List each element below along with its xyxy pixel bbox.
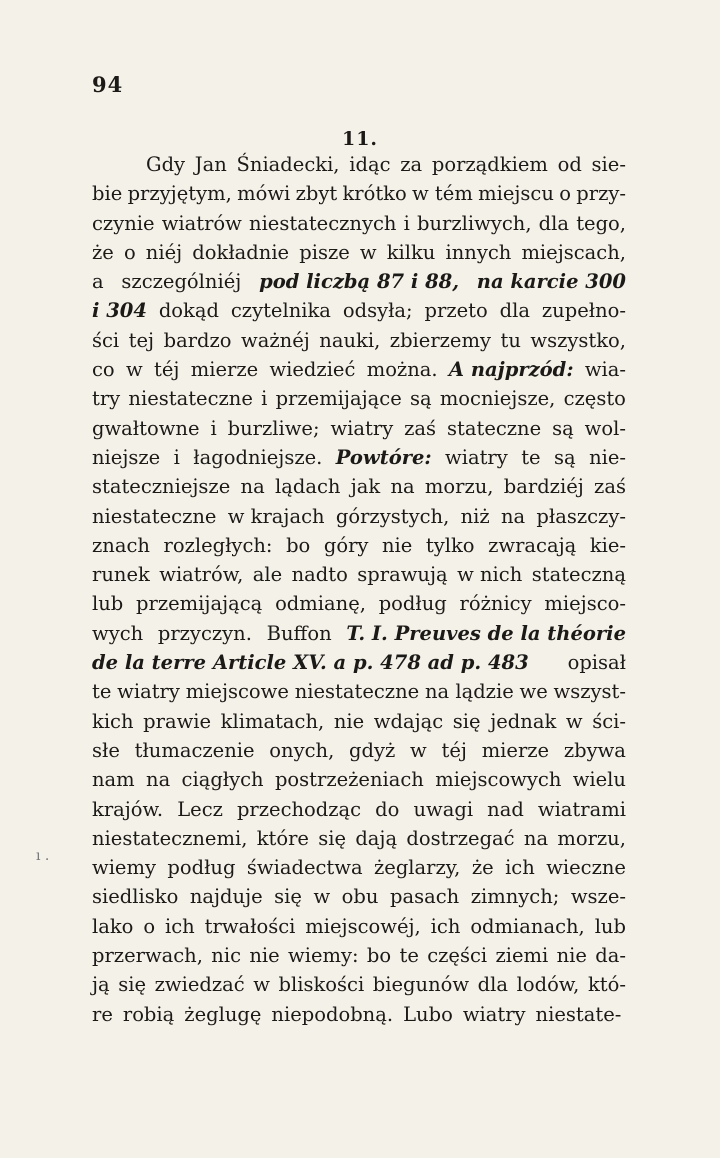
- word: siedlisko: [92, 885, 179, 909]
- word: we: [519, 680, 548, 704]
- word: pisze: [299, 240, 350, 264]
- word: zwiedzać: [154, 973, 245, 997]
- word: da-: [595, 944, 626, 968]
- word: T. I. Preuves de la théorie: [346, 621, 626, 645]
- word: które: [256, 826, 309, 850]
- word: wielu: [572, 768, 626, 792]
- word: te: [92, 680, 112, 704]
- word: że: [471, 856, 494, 880]
- word: téj: [154, 358, 180, 382]
- word: kilku: [386, 240, 436, 264]
- word: podług: [378, 592, 447, 616]
- word: bardzo: [163, 328, 232, 352]
- word: idąc: [349, 153, 391, 176]
- word: można.: [366, 358, 438, 382]
- word: w: [410, 738, 427, 762]
- word: tego,: [576, 211, 626, 235]
- word: wiatrów: [161, 211, 242, 235]
- word: dla: [477, 973, 509, 997]
- word: i 304: [92, 299, 147, 323]
- word: re: [92, 1002, 113, 1026]
- text-line: [92, 179, 626, 208]
- word: przyjętym,: [127, 182, 232, 206]
- word: nam: [92, 768, 135, 792]
- word: się: [318, 826, 347, 850]
- word: przeto: [424, 299, 488, 323]
- text-line: [92, 560, 626, 589]
- text-line: [92, 941, 626, 970]
- word: gwałtowne: [92, 416, 200, 440]
- word: Lecz: [177, 797, 223, 821]
- word: odmianach,: [470, 914, 585, 938]
- word: kich: [92, 709, 134, 733]
- word: morzu,: [557, 826, 626, 850]
- text-line: [92, 384, 626, 413]
- word: porządkiem: [431, 153, 548, 176]
- word: są: [552, 416, 574, 440]
- word: ważnéj: [241, 328, 310, 352]
- word: nie: [249, 944, 280, 968]
- word: wsze-: [570, 885, 626, 909]
- word: podług: [167, 856, 236, 880]
- word: te: [399, 944, 419, 968]
- word: nie: [381, 533, 413, 557]
- word: w: [253, 973, 270, 997]
- word: morzu,: [424, 475, 494, 499]
- word: nie-: [589, 445, 626, 469]
- word: niestatecznemi,: [92, 826, 248, 850]
- word: lądach: [274, 475, 341, 499]
- word: gdyż: [349, 738, 396, 762]
- word: do: [375, 797, 400, 821]
- word: wiatrami: [537, 797, 626, 821]
- text-line: [92, 795, 626, 824]
- text-line: [92, 970, 626, 999]
- word: zwracają: [488, 533, 577, 557]
- word: A najprzód:: [448, 358, 574, 382]
- word: innych: [445, 240, 512, 264]
- text-line: [92, 355, 626, 384]
- word: zaś: [404, 416, 437, 440]
- word: wszystko,: [530, 328, 626, 352]
- word: robią: [122, 1002, 175, 1026]
- word: ich: [430, 914, 461, 938]
- word: wiemy: [92, 856, 156, 880]
- word: zbyt: [295, 182, 338, 206]
- word: zbywa: [563, 738, 626, 762]
- word: nie: [333, 709, 365, 733]
- word: ści-: [592, 709, 626, 733]
- word: przemijające: [275, 387, 402, 411]
- word: kie-: [589, 533, 626, 557]
- word: stateczne: [447, 416, 542, 440]
- word: tu: [500, 328, 521, 352]
- word: o: [123, 240, 136, 264]
- word: się: [274, 885, 302, 909]
- text-line: [92, 326, 626, 355]
- word: niestateczne: [294, 680, 420, 704]
- text-line: [92, 589, 626, 618]
- word: bo: [286, 533, 311, 557]
- text-line: [92, 209, 626, 238]
- word: nic: [211, 944, 241, 968]
- word: wych: [92, 621, 144, 645]
- word: odsyła;: [342, 299, 413, 323]
- word: świadectwa: [246, 856, 363, 880]
- word: dają: [355, 826, 398, 850]
- word: burzliwych,: [417, 211, 532, 235]
- word: odmianę,: [275, 592, 366, 616]
- word: na: [390, 475, 415, 499]
- word: dostrzegać: [406, 826, 515, 850]
- word: mówi: [237, 182, 291, 206]
- word: bo: [366, 944, 392, 968]
- text-line: [92, 414, 626, 443]
- word: miejscu: [478, 182, 554, 206]
- word: czytelnika: [230, 299, 331, 323]
- word: lodów,: [516, 973, 580, 997]
- word: téj: [441, 738, 467, 762]
- word: słe: [92, 738, 120, 762]
- word: Jan: [194, 153, 227, 176]
- word: w: [313, 885, 331, 909]
- word: miejscowéj,: [305, 914, 421, 938]
- word: przechodząc: [236, 797, 362, 821]
- word: w: [565, 709, 583, 733]
- word: dokładnie: [192, 240, 290, 264]
- word: i: [210, 416, 217, 440]
- word: trwałości: [204, 914, 296, 938]
- word: przyczyn.: [157, 621, 252, 645]
- word: Powtóre:: [335, 445, 432, 469]
- word: postrzeżeniach: [274, 768, 424, 792]
- word: góry: [323, 533, 369, 557]
- text-line: [92, 531, 626, 560]
- word: przy-: [576, 182, 626, 206]
- text-line: [92, 707, 626, 736]
- word: mierze: [481, 738, 550, 762]
- word: niéj: [145, 240, 183, 264]
- word: wszyst-: [553, 680, 626, 704]
- word: górzystych,: [335, 504, 450, 528]
- word: w nich: [457, 563, 523, 587]
- word: Śniadecki,: [236, 153, 340, 176]
- word: wol-: [584, 416, 626, 440]
- word: ziemi: [495, 944, 549, 968]
- word: zaś: [594, 475, 626, 499]
- word: miejsco-: [544, 592, 626, 616]
- word: nadto: [291, 563, 348, 587]
- word: klimatach,: [220, 709, 325, 733]
- word: żeglugę: [184, 1002, 262, 1026]
- word: o: [143, 914, 156, 938]
- word: ich: [505, 856, 535, 880]
- word: nie: [556, 944, 587, 968]
- word: co: [92, 358, 115, 382]
- word: zimnych;: [470, 885, 560, 909]
- word: za: [400, 153, 423, 176]
- word: ciągłych: [181, 768, 264, 792]
- paragraph: [92, 150, 626, 1029]
- word: niestateczne: [92, 504, 217, 528]
- word: w: [359, 240, 377, 264]
- word: w: [125, 358, 143, 382]
- word: ich: [165, 914, 195, 938]
- word: któ-: [587, 973, 626, 997]
- text-line: [92, 443, 626, 472]
- word: od: [557, 153, 582, 176]
- word: stateczną: [531, 563, 626, 587]
- word: zupełno-: [541, 299, 626, 323]
- word: lub: [594, 914, 626, 938]
- word: wia-: [584, 358, 626, 382]
- word: różnicy: [459, 592, 532, 616]
- text-line: [92, 648, 626, 677]
- word: płaszczy-: [536, 504, 626, 528]
- word: opisał: [567, 651, 626, 675]
- word: niestate-: [535, 1002, 622, 1026]
- word: i: [261, 387, 268, 411]
- text-line: [92, 853, 626, 882]
- text-line: [92, 912, 626, 941]
- word: ale: [252, 563, 283, 587]
- word: na: [523, 826, 549, 850]
- word: nad: [487, 797, 524, 821]
- word: się: [118, 973, 147, 997]
- text-line: [92, 765, 626, 794]
- word: na: [146, 768, 171, 792]
- text-line: [92, 296, 626, 325]
- word: bardziéj: [503, 475, 584, 499]
- word: o: [559, 182, 571, 206]
- word: a: [92, 270, 104, 294]
- word: bie: [92, 182, 123, 206]
- word: niepodobną.: [271, 1002, 394, 1026]
- word: rozległych:: [163, 533, 273, 557]
- word: dla: [499, 299, 530, 323]
- word: tej: [128, 328, 155, 352]
- word: sprawują: [357, 563, 448, 587]
- word: wiemy:: [288, 944, 359, 968]
- word: żeglarzy,: [374, 856, 461, 880]
- word: łagodniejsze.: [193, 445, 323, 469]
- word: znach: [92, 533, 150, 557]
- text-line: [92, 1000, 626, 1029]
- word: sie-: [591, 153, 626, 176]
- word: onych,: [269, 738, 335, 762]
- word: miejscowe: [185, 680, 289, 704]
- word: ją: [92, 973, 110, 997]
- word: lako: [92, 914, 134, 938]
- word: dla: [538, 211, 570, 235]
- word: wiedzieć: [269, 358, 356, 382]
- word: przerwach,: [92, 944, 203, 968]
- word: zbierzemy: [389, 328, 491, 352]
- word: nauki,: [319, 328, 381, 352]
- word: te: [521, 445, 541, 469]
- word: uwagi: [413, 797, 474, 821]
- word: try: [92, 387, 121, 411]
- word: jak: [350, 475, 381, 499]
- word: wiatry: [445, 445, 508, 469]
- word: są: [409, 387, 432, 411]
- word: na: [500, 504, 526, 528]
- text-line: [92, 238, 626, 267]
- page-number: 94: [92, 72, 124, 97]
- word: burzliwe;: [227, 416, 320, 440]
- word: krajów.: [92, 797, 164, 821]
- text-line: [92, 267, 626, 296]
- text-line: [92, 502, 626, 531]
- word: pod liczbą 87 i 88,: [259, 270, 459, 294]
- text-line: [92, 882, 626, 911]
- word: bliskości: [278, 973, 365, 997]
- word: wiatrów,: [159, 563, 244, 587]
- word: wiatry: [117, 680, 180, 704]
- text-line: [92, 619, 626, 648]
- word: runek: [92, 563, 150, 587]
- word: miejscach,: [521, 240, 626, 264]
- section-number: 11.: [341, 128, 379, 150]
- margin-mark: ı .: [36, 848, 50, 864]
- word: często: [563, 387, 626, 411]
- word: stateczniejsze: [92, 475, 231, 499]
- word: mocniejsze,: [439, 387, 556, 411]
- word: biegunów: [372, 973, 470, 997]
- word: części: [427, 944, 488, 968]
- word: krótko: [342, 182, 407, 206]
- text-line: [92, 824, 626, 853]
- word: się: [452, 709, 481, 733]
- word: że: [92, 240, 114, 264]
- word: Buffon: [266, 621, 332, 645]
- word: i: [403, 211, 410, 235]
- text-line: [92, 677, 626, 706]
- word: tylko: [425, 533, 475, 557]
- word: pasach: [389, 885, 460, 909]
- word: w tém: [412, 182, 473, 206]
- word: niejsze: [92, 445, 161, 469]
- word: wiatry: [462, 1002, 526, 1026]
- word: na lądzie: [424, 680, 514, 704]
- word: są: [554, 445, 576, 469]
- word: na: [240, 475, 265, 499]
- word: prawie: [143, 709, 212, 733]
- word: niestatecznych: [249, 211, 397, 235]
- word: ści: [92, 328, 120, 352]
- word: wiatry: [330, 416, 394, 440]
- word: jednak: [490, 709, 557, 733]
- word: niestateczne: [128, 387, 253, 411]
- word: na karcie 300: [476, 270, 626, 294]
- word: lub: [92, 592, 124, 616]
- word: przemijającą: [136, 592, 263, 616]
- word: Gdy: [146, 153, 186, 176]
- text-line: [92, 472, 626, 501]
- word: Lubo: [403, 1002, 453, 1026]
- word: czynie: [92, 211, 155, 235]
- word: obu: [341, 885, 379, 909]
- word: najduje: [189, 885, 263, 909]
- word: tłumaczenie: [134, 738, 255, 762]
- word: wieczne: [546, 856, 626, 880]
- text-line: [92, 736, 626, 765]
- word: i: [173, 445, 180, 469]
- word: dokąd: [158, 299, 219, 323]
- word: niż: [460, 504, 490, 528]
- word: de la terre Article XV. a p. 478 ad p. 483: [92, 651, 529, 675]
- word: miejscowych: [435, 768, 562, 792]
- word: szczególniéj: [121, 270, 242, 294]
- text-line: [92, 150, 626, 179]
- word: w krajach: [227, 504, 325, 528]
- word: wdając: [373, 709, 444, 733]
- word: mierze: [190, 358, 259, 382]
